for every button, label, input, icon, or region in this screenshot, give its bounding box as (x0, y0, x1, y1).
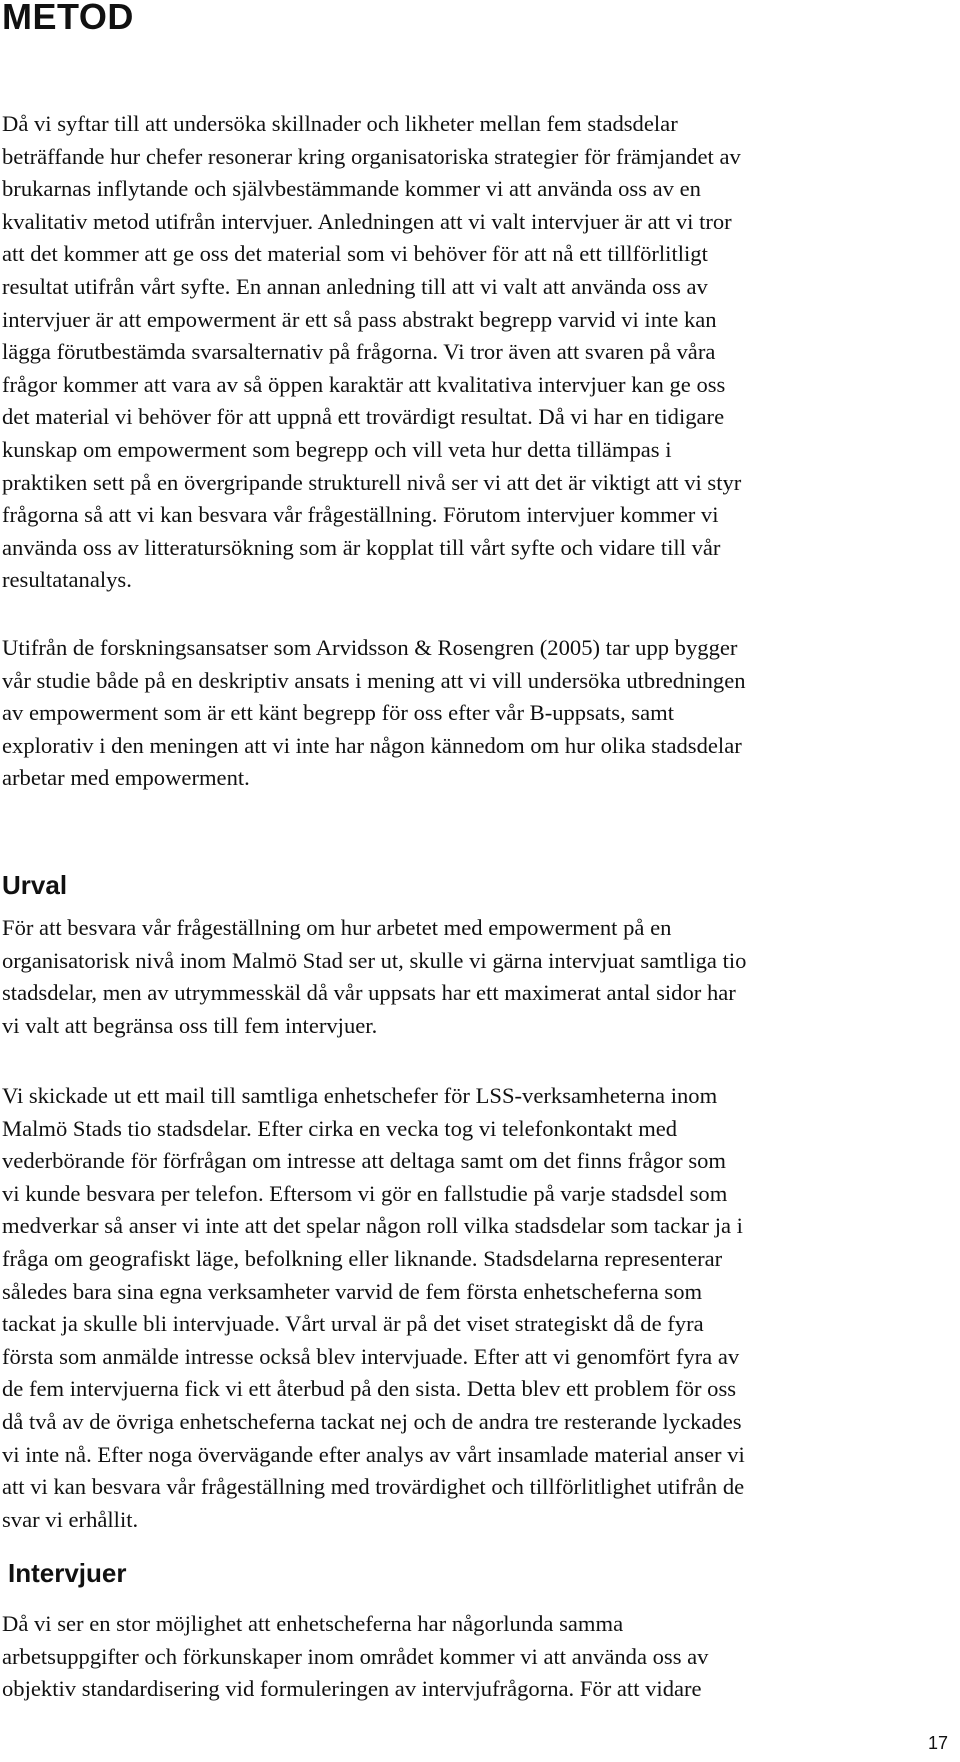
text-line: stadsdelar, men av utrymmesskäl då vår uppsats har ett maximerat antal sidor har (2, 980, 736, 1006)
text-line: arbetsuppgifter och förkunskaper inom området kommer vi att använda oss av (2, 1643, 709, 1669)
text-line: vi kunde besvara per telefon. Eftersom vi gör en fallstudie på varje stadsdel som (2, 1180, 728, 1206)
text-line: objektiv standardisering vid formuleringen av intervjufrågorna. För att vidare (2, 1676, 702, 1702)
text-line: fråga om geografiskt läge, befolkning eller liknande. Stadsdelarna representerar (2, 1245, 723, 1271)
section-title: METOD (2, 0, 134, 37)
urval-heading: Urval (2, 870, 68, 900)
text-line: tackat ja skulle bli intervjuade. Vårt urval är på det viset strategiskt då de fyra (2, 1311, 704, 1337)
text-line: vi inte nå. Efter noga övervägande efter analys av vårt insamlade material anser vi (2, 1441, 745, 1467)
page-number: 17 (927, 1733, 948, 1753)
text-line: frågorna så att vi kan besvara vår frågeställning. Förutom intervjuer kommer vi (2, 502, 719, 528)
text-line: Malmö Stads tio stadsdelar. Efter cirka en vecka tog vi telefonkontakt med (2, 1115, 678, 1141)
text-line: första som anmälde intresse också blev intervjuade. Efter att vi genomfört fyra av (2, 1343, 740, 1369)
text-line: explorativ i den meningen att vi inte har någon kännedom om hur olika stadsdelar (2, 732, 742, 758)
text-line: lägga förutbestämda svarsalternativ på frågorna. Vi tror även att svaren på våra (2, 339, 716, 365)
text-line: svar vi erhållit. (2, 1506, 139, 1532)
text-line: brukarnas inflytande och självbestämmande kommer vi att använda oss av en (2, 176, 701, 202)
text-line: vi valt att begränsa oss till fem intervjuer. (2, 1012, 378, 1038)
text-line: resultatanalys. (2, 567, 132, 593)
intro-paragraph-2 (2, 632, 950, 795)
text-line: För att besvara vår frågeställning om hur arbetet med empowerment på en (2, 915, 672, 940)
text-line: då två av de övriga enhetscheferna tackat nej och de andra tre resterande lyckades (2, 1408, 742, 1434)
text-line: beträffande hur chefer resonerar kring organisatoriska strategier för främjandet av (2, 143, 741, 169)
text-line: således bara sina egna verksamheter varvid de fem första enhetscheferna som (2, 1278, 703, 1304)
intro-paragraph-1 (2, 108, 950, 597)
text-line: resultat utifrån vårt syfte. En annan anledning till att vi valt att använda oss av (2, 273, 708, 299)
text-line: arbetar med empowerment. (2, 765, 250, 791)
urval-paragraph-2 (2, 1080, 950, 1536)
text-line: av empowerment som är ett känt begrepp för oss efter vår B-uppsats, samt (2, 700, 674, 726)
text-line: medverkar så anser vi inte att det spelar någon roll vilka stadsdelar som tackar ja i (2, 1213, 743, 1239)
text-line: använda oss av litteratursökning som är kopplat till vårt syfte och vidare till vår (2, 534, 721, 560)
text-line: att det kommer att ge oss det material som vi behöver för att nå ett tillförlitligt (2, 241, 708, 267)
text-line: de fem intervjuerna fick vi ett återbud på den sista. Detta blev ett problem för oss (2, 1376, 737, 1402)
text-line: kunskap om empowerment som begrepp och vill veta hur detta tillämpas i (2, 436, 672, 462)
text-line: det material vi behöver för att uppnå ett trovärdigt resultat. Då vi har en tidigare (2, 404, 725, 430)
text-line: Då vi ser en stor möjlighet att enhetscheferna har någorlunda samma (2, 1611, 624, 1636)
text-line: organisatorisk nivå inom Malmö Stad ser ut, skulle vi gärna intervjuat samtliga tio (2, 947, 747, 973)
text-line: Utifrån de forskningsansatser som Arvidsson & Rosengren (2005) tar upp bygger (2, 635, 738, 660)
text-line: frågor kommer att vara av så öppen karaktär att kvalitativa intervjuer kan ge oss (2, 371, 726, 397)
intervjuer-heading: Intervjuer (8, 1558, 127, 1588)
text-line: Då vi syftar till att undersöka skillnader och likheter mellan fem stadsdelar (2, 111, 678, 136)
text-line: vår studie både på en deskriptiv ansats i mening att vi vill undersöka utbredningen (2, 667, 746, 693)
text-line: praktiken sett på en övergripande strukturell nivå ser vi att det är viktigt att vi styr (2, 469, 742, 495)
text-line: intervjuer är att empowerment är ett så pass abstrakt begrepp varvid vi inte kan (2, 306, 717, 332)
intervjuer-paragraph-1 (2, 1608, 950, 1706)
text-line: att vi kan besvara vår frågeställning med trovärdighet och tillförlitlighet utifrån de (2, 1474, 745, 1500)
text-line: kvalitativ metod utifrån intervjuer. Anledningen att vi valt intervjuer är att vi tror (2, 208, 732, 234)
urval-paragraph-1 (2, 912, 950, 1042)
text-line: vederbörande för förfrågan om intresse att deltaga samt om det finns frågor som (2, 1148, 727, 1174)
text-line: Vi skickade ut ett mail till samtliga enhetschefer för LSS-verksamheterna inom (2, 1083, 718, 1108)
